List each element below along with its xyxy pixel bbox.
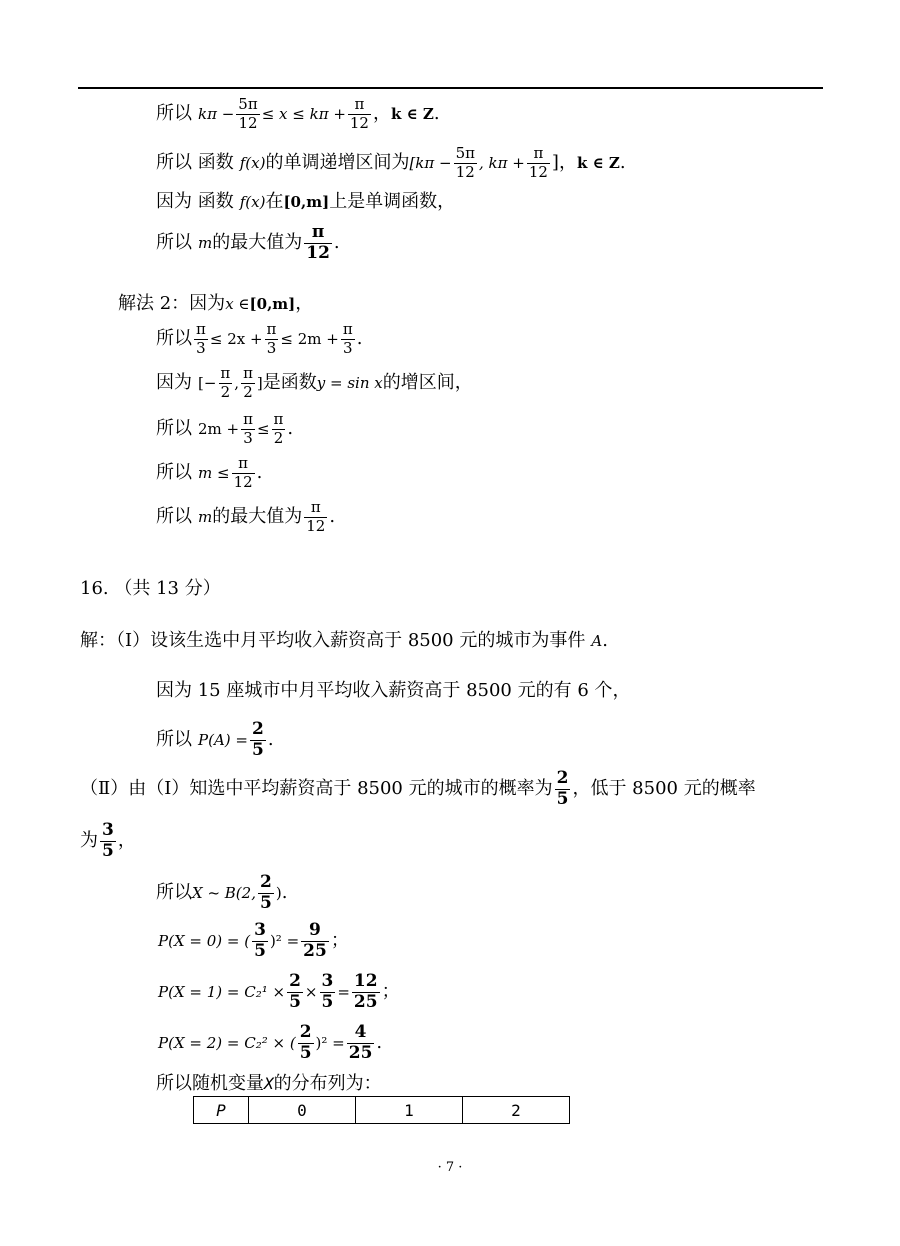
fraction: $\frac{\pi}{2}$ bbox=[220, 364, 231, 401]
text: 的增区间， bbox=[382, 372, 473, 394]
table-cell: 1 bbox=[356, 1097, 463, 1124]
math: = bbox=[337, 982, 350, 1001]
text: 因为 bbox=[156, 372, 192, 394]
fraction: $\frac{2}{5}$ bbox=[299, 1022, 312, 1063]
fraction: $\frac{2}{5}$ bbox=[556, 768, 569, 809]
text: （Ⅱ）由（Ⅰ）知选中平均薪资高于 8500 元的城市的概率为 bbox=[80, 778, 553, 800]
line-12 bbox=[80, 632, 608, 650]
line-6 bbox=[156, 322, 362, 357]
text: . bbox=[256, 462, 263, 484]
math: y = sin x bbox=[316, 373, 383, 392]
text: 16. （共 13 分） bbox=[80, 578, 221, 599]
distribution-table bbox=[193, 1096, 570, 1124]
fraction: $\frac{5\pi}{12}$ bbox=[455, 144, 475, 181]
fraction: $\frac{2}{5}$ bbox=[259, 872, 272, 913]
text: 所以 bbox=[156, 882, 192, 904]
math: × bbox=[304, 982, 318, 1001]
page-number: · 7 · bbox=[437, 1160, 463, 1175]
math: P(X = 0) = ( bbox=[158, 931, 251, 950]
text: 解：（Ⅰ）设该生选中月平均收入薪资高于 8500 元的城市为事件 bbox=[80, 630, 586, 651]
text: 所以 bbox=[156, 729, 192, 751]
math: [0,m] bbox=[283, 192, 330, 211]
line-3 bbox=[156, 193, 455, 211]
fraction: $\frac{\pi}{12}$ bbox=[306, 222, 330, 263]
table-cell: 0 bbox=[249, 1097, 356, 1124]
text: 所以 bbox=[156, 328, 192, 350]
math: P(A) = bbox=[198, 730, 248, 749]
math: f(x) bbox=[239, 192, 266, 211]
text: 上是单调函数， bbox=[329, 191, 456, 212]
text: ]， bbox=[551, 152, 577, 174]
math: k ∈ Z bbox=[390, 104, 434, 123]
line-8 bbox=[156, 412, 293, 447]
text: . bbox=[281, 882, 288, 904]
math: [0,m] bbox=[249, 294, 296, 313]
text: 解法 2：因为 bbox=[118, 293, 226, 314]
math: 2m + bbox=[198, 419, 240, 438]
line-15 bbox=[80, 770, 756, 809]
table-cell: 2 bbox=[463, 1097, 570, 1124]
header-rule bbox=[78, 87, 823, 89]
math: [− bbox=[198, 373, 217, 392]
text: 所以 bbox=[156, 103, 192, 125]
fraction: $\frac{\pi}{3}$ bbox=[196, 320, 206, 357]
math: P(X = 1) = C₂¹ × bbox=[158, 982, 286, 1001]
text: 所以 bbox=[156, 506, 192, 528]
text: 所以随机变量 bbox=[156, 1073, 264, 1094]
fraction: $\frac{12}{25}$ bbox=[353, 971, 378, 1012]
fraction: $\frac{5\pi}{12}$ bbox=[238, 95, 258, 132]
math: ) bbox=[275, 883, 282, 902]
text: . bbox=[287, 418, 294, 440]
fraction: $\frac{\pi}{12}$ bbox=[528, 144, 548, 181]
text: . bbox=[333, 232, 340, 254]
math: X bbox=[264, 1074, 274, 1093]
math: x ∈ bbox=[225, 294, 250, 313]
line-16 bbox=[80, 822, 136, 861]
text: 的最大值为 bbox=[212, 232, 303, 254]
math: ≤ bbox=[256, 419, 270, 438]
math: ] bbox=[256, 373, 263, 392]
fraction: $\frac{2}{5}$ bbox=[289, 971, 301, 1012]
line-5 bbox=[118, 295, 313, 313]
text: 因为 15 座城市中月平均收入薪资高于 8500 元的有 6 个， bbox=[156, 680, 631, 701]
fraction: $\frac{4}{25}$ bbox=[348, 1022, 373, 1063]
line-4 bbox=[156, 224, 340, 263]
line-14 bbox=[156, 721, 274, 760]
line-1 bbox=[156, 97, 440, 132]
text: ， bbox=[295, 293, 314, 314]
fraction: $\frac{3}{5}$ bbox=[254, 920, 266, 961]
text: . bbox=[267, 729, 274, 751]
text: ， bbox=[117, 830, 136, 852]
math: P(X = 2) = C₂² × ( bbox=[158, 1033, 296, 1052]
text: 因为 函数 bbox=[156, 191, 234, 212]
math: [kπ − bbox=[409, 153, 452, 172]
text: ， bbox=[372, 103, 391, 125]
line-18 bbox=[158, 922, 349, 961]
text: 所以 bbox=[156, 418, 192, 440]
fraction: $\frac{\pi}{2}$ bbox=[243, 364, 253, 401]
table-cell: P bbox=[194, 1097, 249, 1124]
text: ，低于 8500 元的概率 bbox=[572, 778, 756, 800]
text: . bbox=[329, 506, 336, 528]
fraction: $\frac{\pi}{12}$ bbox=[306, 498, 326, 535]
text: 的最大值为 bbox=[212, 506, 303, 528]
fraction: $\frac{\pi}{3}$ bbox=[342, 320, 353, 357]
math: m bbox=[198, 507, 213, 526]
text: . bbox=[602, 630, 608, 651]
fraction: $\frac{3}{5}$ bbox=[102, 820, 114, 861]
fraction: $\frac{2}{5}$ bbox=[251, 719, 264, 760]
math: m bbox=[198, 233, 213, 252]
math: ≤ 2x + bbox=[209, 329, 263, 348]
text: 是函数 bbox=[262, 372, 317, 394]
line-19 bbox=[158, 973, 400, 1012]
math: kπ − bbox=[198, 104, 235, 123]
math: k ∈ Z bbox=[576, 153, 620, 172]
math: ≤ 2m + bbox=[280, 329, 339, 348]
math: , bbox=[234, 373, 240, 392]
text: 所以 bbox=[156, 232, 192, 254]
fraction: $\frac{\pi}{3}$ bbox=[243, 410, 253, 447]
fraction: $\frac{\pi}{12}$ bbox=[349, 95, 369, 132]
text: 为 bbox=[80, 830, 98, 852]
text: 所以 bbox=[156, 462, 192, 484]
math: , kπ + bbox=[479, 153, 525, 172]
text: . bbox=[356, 328, 363, 350]
fraction: $\frac{\pi}{12}$ bbox=[233, 454, 253, 491]
line-9 bbox=[156, 456, 262, 491]
line-2 bbox=[156, 146, 626, 181]
math: )² = bbox=[269, 931, 300, 950]
text: 所以 函数 bbox=[156, 152, 234, 174]
math: f(x) bbox=[239, 153, 266, 172]
line-7 bbox=[156, 366, 473, 401]
math: A bbox=[591, 631, 603, 650]
text: ； bbox=[330, 930, 349, 952]
fraction: $\frac{\pi}{3}$ bbox=[266, 320, 277, 357]
text: ； bbox=[381, 981, 400, 1003]
fraction: $\frac{3}{5}$ bbox=[321, 971, 334, 1012]
math: )² = bbox=[315, 1033, 345, 1052]
fraction: $\frac{9}{25}$ bbox=[303, 920, 327, 961]
table-row bbox=[194, 1097, 570, 1124]
line-21 bbox=[156, 1075, 382, 1093]
text: . bbox=[376, 1032, 383, 1054]
text: 的单调递增区间为 bbox=[265, 152, 410, 174]
line-10 bbox=[156, 500, 335, 535]
line-20 bbox=[158, 1024, 382, 1063]
text: . bbox=[433, 103, 440, 125]
question-heading bbox=[80, 580, 221, 598]
line-13 bbox=[156, 682, 631, 700]
text: 在 bbox=[265, 191, 284, 212]
math: X ~ B(2, bbox=[192, 883, 256, 902]
line-17 bbox=[156, 874, 287, 913]
math: m ≤ bbox=[198, 463, 230, 482]
math: ≤ x ≤ kπ + bbox=[261, 104, 346, 123]
text: 的分布列为： bbox=[273, 1073, 382, 1094]
text: . bbox=[619, 152, 626, 174]
fraction: $\frac{\pi}{2}$ bbox=[273, 410, 284, 447]
